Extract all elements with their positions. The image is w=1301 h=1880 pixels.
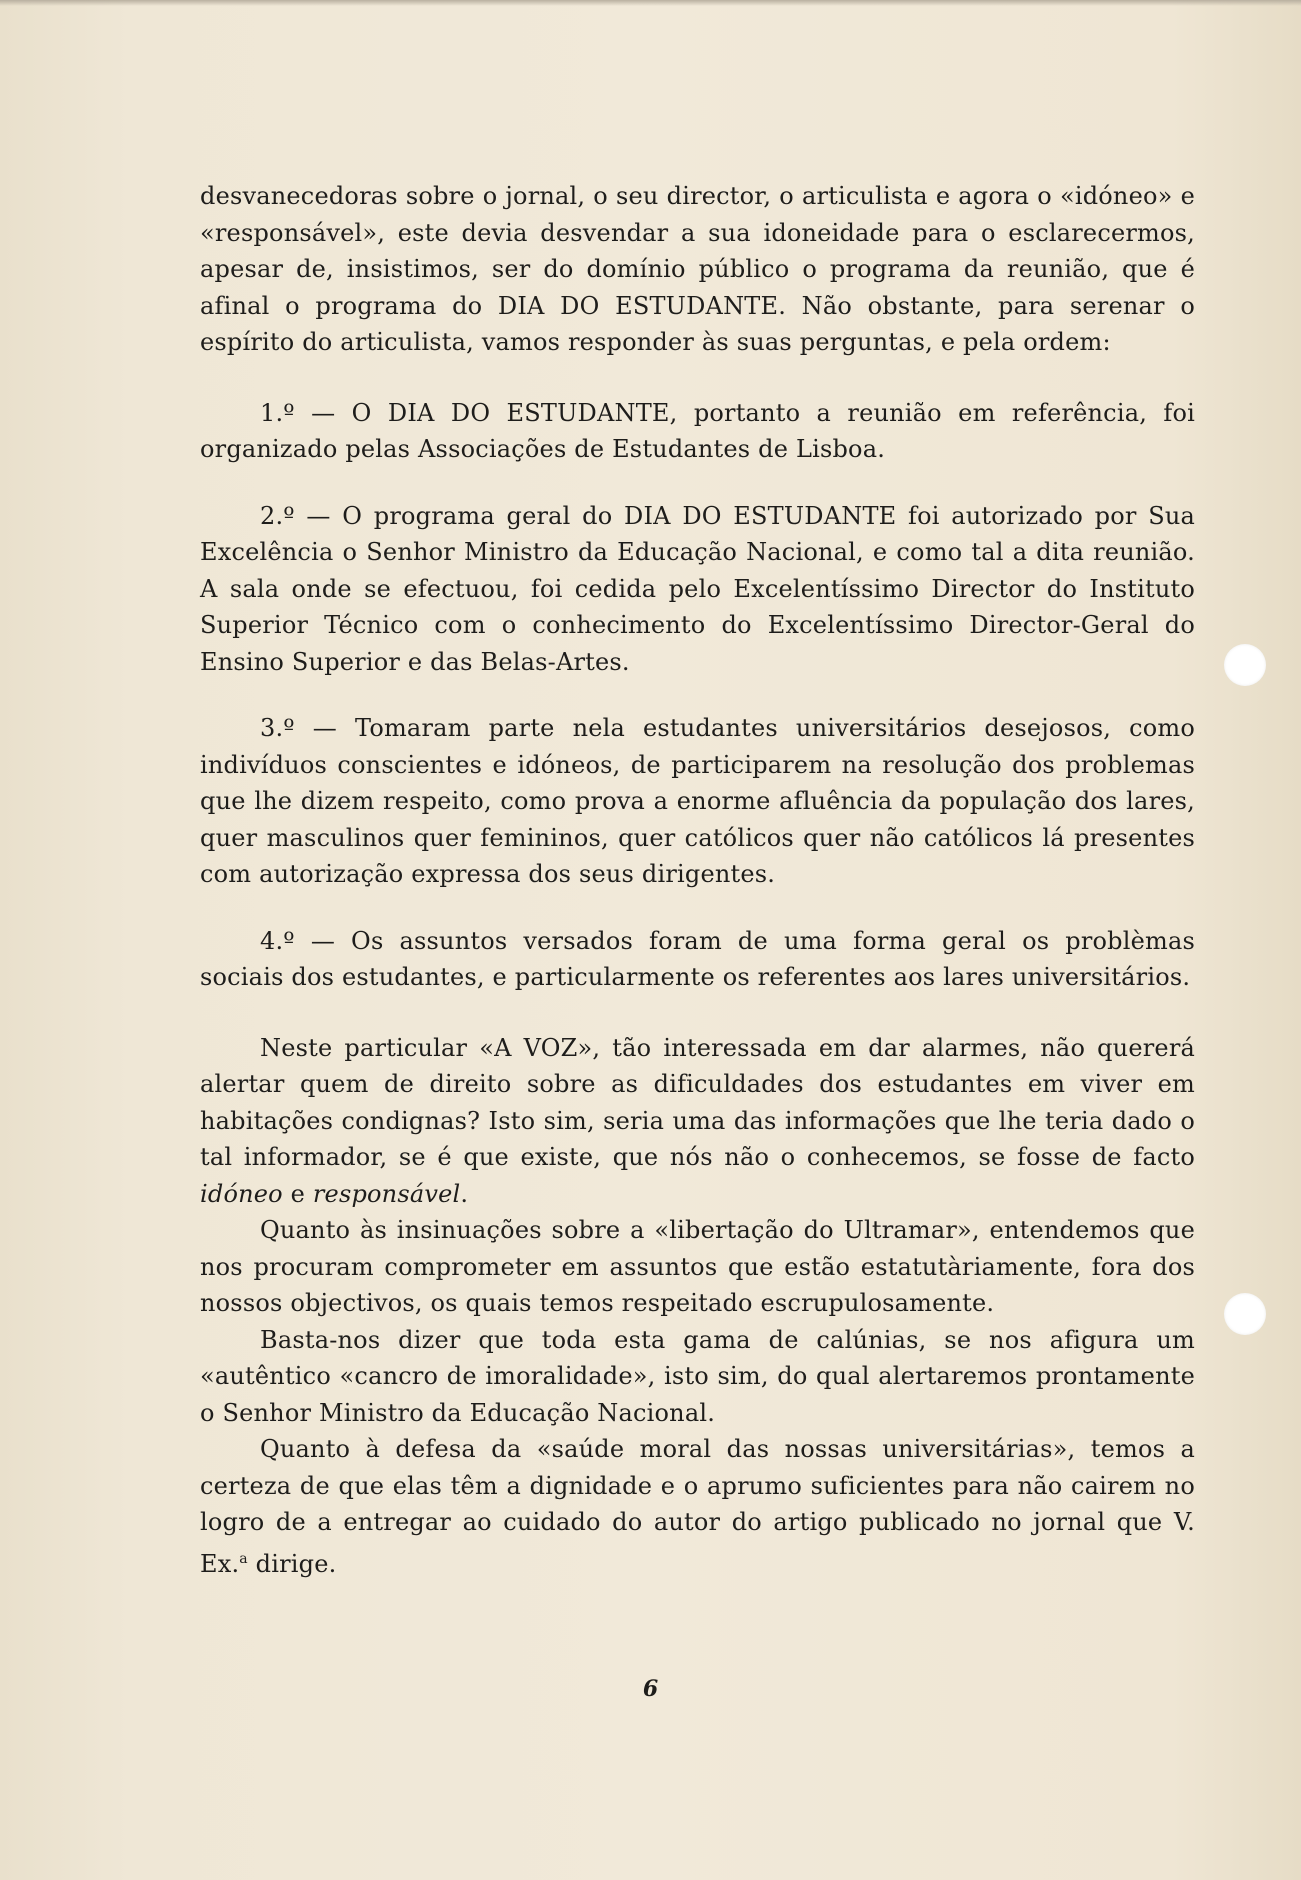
particular-text: Neste particular «A VOZ», tão interessada em dar alarmes, não quererá alertar quem de direito sobre as dificuldades dos estudantes em viver em habitações condignas? Isto sim, seria uma das informações que lhe teria dado o tal informador, se é que existe, que nós não o conhecemos, se fosse de facto [200, 1033, 1195, 1171]
page-number: 6 [642, 1676, 659, 1702]
particular-end: . [460, 1179, 469, 1208]
point-1: 1.º — O DIA DO ESTUDANTE, portanto a reunião em referência, foi organizado pelas Associações de Estudantes de Lisboa. [200, 398, 1195, 463]
point-3: 3.º — Tomaram parte nela estudantes universitários desejosos, como indivíduos conscientes e idóneos, de participarem na resolução dos problemas que lhe dizem respeito, como prova a enorme afluência da população dos lares, quer masculinos quer femininos, quer católicos quer não católicos lá presentes com autorização expressa dos seus dirigentes. [200, 714, 1195, 888]
saude-end: dirige. [247, 1549, 337, 1578]
intro-paragraph: desvanecedoras sobre o jornal, o seu director, o articulista e agora o «idóneo» e «responsável», este devia desvendar a sua idoneidade para o esclarecermos, apesar de, insistimos, ser do domínio público o programa da reunião, que é afinal o programa do DIA DO ESTUDANTE. Não obstante, para serenar o espírito do articulista, vamos responder às suas perguntas, e pela ordem: [200, 182, 1195, 356]
particular-paragraph [200, 1030, 1195, 1213]
superscript-a: a [239, 1550, 248, 1567]
punch-hole-upper [1224, 644, 1266, 686]
point-4: 4.º — Os assuntos versados foram de uma forma geral os problèmas sociais dos estudantes, e particularmente os referentes aos lares universitários. [200, 926, 1195, 991]
saude-paragraph [200, 1431, 1195, 1582]
conjunction: e [282, 1179, 313, 1208]
point-2: 2.º — O programa geral do DIA DO ESTUDANTE foi autorizado por Sua Excelência o Senhor Ministro da Educação Nacional, e como tal a dita reunião. A sala onde se efectuou, foi cedida pelo Excelentíssimo Director do Instituto Superior Técnico com o conhecimento do Excelentíssimo Director-Geral do Ensino Superior e das Belas-Artes. [200, 501, 1195, 676]
ultramar-paragraph: Quanto às insinuações sobre a «libertação do Ultramar», entendemos que nos procuram comprometer em assuntos que estão estatutàriamente, fora dos nossos objectivos, os quais temos respeitado escrupulosamente. [200, 1216, 1195, 1317]
idoneo-word: idóneo [200, 1179, 283, 1208]
responsavel-word: responsável [312, 1179, 461, 1208]
punch-hole-lower [1224, 1293, 1266, 1335]
saude-text: Quanto à defesa da «saúde moral das nossas universitárias», temos a certeza de que elas têm a dignidade e o aprumo suficientes para não cairem no logro de a entregar ao cuidado do autor do artigo publicado no jornal que V. Ex. [200, 1435, 1195, 1578]
page-top-edge [0, 0, 1301, 6]
body-text [200, 178, 1195, 1582]
calunias-paragraph: Basta-nos dizer que toda esta gama de calúnias, se nos afigura um «autêntico «cancro de imoralidade», isto sim, do qual alertaremos prontamente o Senhor Ministro da Educação Nacional. [200, 1325, 1195, 1427]
